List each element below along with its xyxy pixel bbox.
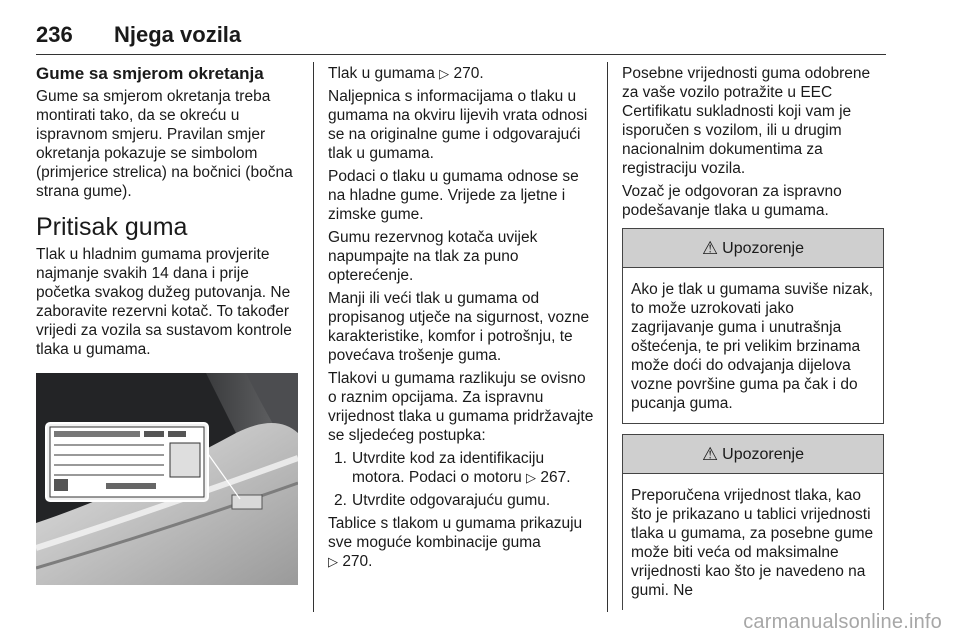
warning-header [623, 435, 883, 474]
paragraph: Manji ili veći tlak u gumama od propisanog utječe na sigurnost, vozne karakteristike, komfor i potrošnju, te povećava trošenje guma. [328, 290, 590, 364]
page-reference-icon: ▷ [526, 470, 537, 485]
paragraph: Podaci o tlaku u gumama odnose se na hladne gume. Vrijede za ljetne i zimske gume. [328, 168, 579, 223]
page-reference-icon: ▷ [439, 66, 450, 81]
paragraph: Posebne vrijednosti guma odobrene za vaše vozilo potražite u EEC Certifikatu sukladnosti koji vam je isporučen s vozilom, ili u drugim nacionalnim dokumentima za registraciju vozila. [622, 65, 871, 177]
warning-text: Preporučena vrijednost tlaka, kao što je prikazano u tablici vrijednosti tlaka u gumama, za posebne gume može biti veća od maksimalne vrijednosti kao što je navedeno na gumi. Ne [631, 487, 874, 599]
warning-text: Ako je tlak u gumama suviše nizak, to može uzrokovati jako zagrijavanje guma i unutrašnja oštećenja, te pri velikim brzinama može doći do odvajanja dijelova vozne površine guma pa čak i do pucanja guma. [631, 281, 874, 412]
warning-box [622, 434, 884, 610]
warning-icon: ⚠ [702, 237, 719, 258]
list-item: 1. Utvrdite kod za identifikaciju motora. Podaci o motoru ▷ 267. [334, 450, 571, 486]
page-reference-link[interactable]: 270. [342, 553, 373, 570]
chapter-title: Njega vozila [114, 22, 242, 47]
column-1 [36, 64, 298, 585]
column-2 [328, 64, 594, 575]
subsection-heading: Gume sa smjerom okretanja [36, 64, 264, 83]
page-reference-link[interactable]: 267. [540, 469, 571, 486]
warning-box [622, 228, 884, 424]
warning-header [623, 229, 883, 268]
page-number: 236 [36, 22, 73, 47]
paragraph: Tlakovi u gumama razlikuju se ovisno o raznim opcijama. Za ispravnu vrijednost tlaka u gumama pridržavajte se sljedećeg postupka: [328, 370, 594, 444]
paragraph: Tlak u hladnim gumama provjerite najmanje svakih 14 dana i prije početka svakog dužeg putovanja. Ne zaboravite rezervni kotač. To također vrijedi za vozila sa sustavom kontrole tlaka u gumama. [36, 246, 292, 358]
section-heading: Pritisak guma [36, 213, 188, 241]
page-reference-icon: ▷ [328, 554, 338, 569]
column-divider-2 [607, 62, 608, 612]
door-frame-illustration [36, 373, 298, 585]
paragraph: Tlak u gumama ▷ 270. [328, 65, 484, 82]
tire-pressure-label-photo [36, 373, 298, 585]
paragraph: Vozač je odgovoran za ispravno podešavanje tlaka u gumama. [622, 183, 842, 219]
paragraph: Tablice s tlakom u gumama prikazuju sve moguće kombinacije guma ▷ 270. [328, 515, 583, 570]
header-rule [36, 54, 886, 55]
paragraph: Gumu rezervnog kotača uvijek napumpajte na tlak za puno opterećenje. [328, 229, 538, 284]
warning-icon: ⚠ [702, 443, 719, 464]
list-item: 2. Utvrdite odgovarajuću gumu. [334, 492, 551, 509]
column-divider-1 [313, 62, 314, 612]
procedure-list [328, 449, 594, 510]
page-reference-link[interactable]: 270. [453, 65, 484, 82]
paragraph: Naljepnica s informacijama o tlaku u gumama na okviru lijevih vrata odnosi se na originalne gume i odgovarajući tlak u gumama. [328, 88, 588, 162]
warning-title: Upozorenje [722, 239, 804, 257]
warning-title: Upozorenje [722, 445, 804, 463]
watermark: carmanualsonline.info [743, 611, 942, 633]
page-header [36, 22, 886, 54]
column-3 [622, 64, 884, 610]
paragraph: Gume sa smjerom okretanja treba montirati tako, da se okreću u ispravnom smjeru. Pravilan smjer okretanja pokazuje se simbolom (primjerice strelica) na bočnici (bočna strana gume). [36, 88, 293, 200]
